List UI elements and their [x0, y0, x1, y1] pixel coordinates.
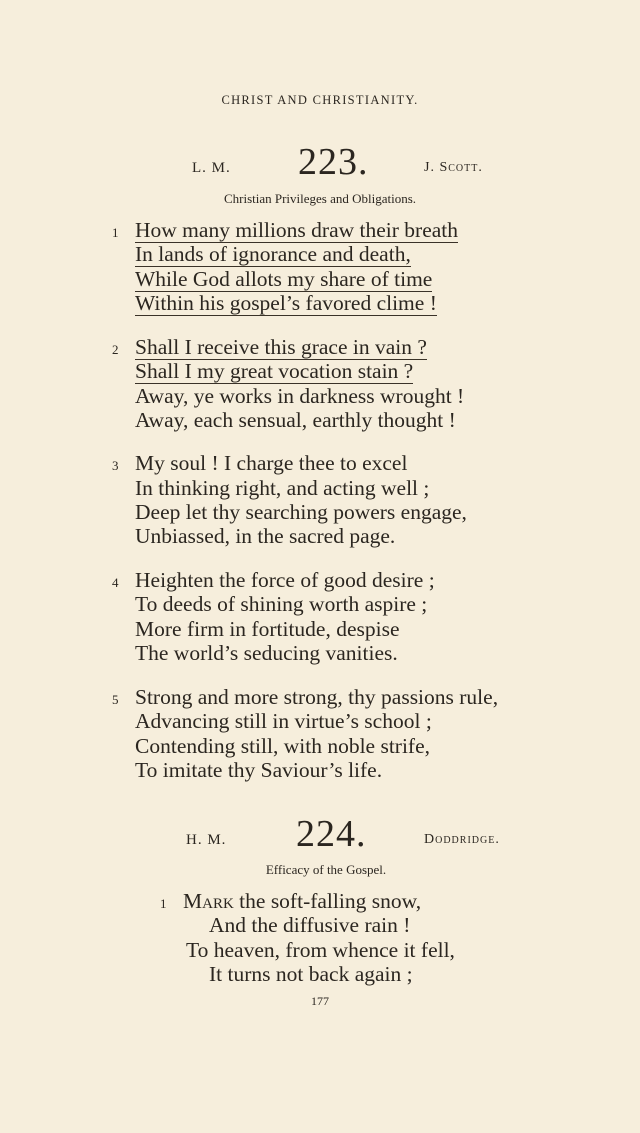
verse-line: Strong and more strong, thy passions rule,: [135, 685, 499, 709]
verse-line: While God allots my share of time: [135, 267, 433, 291]
hymn-224-number: 224.: [296, 813, 367, 855]
hymn-223-subtitle: Christian Privileges and Obligations.: [223, 191, 417, 206]
verse-line: Shall I receive this grace in vain ?: [135, 335, 427, 359]
stanza-number: 1: [112, 225, 119, 240]
verse-line: How many millions draw their breath: [135, 218, 459, 242]
stanza-number: 2: [112, 342, 119, 357]
hymn-223-meter: L. M.: [192, 160, 231, 176]
drop-word: Mark: [183, 889, 234, 913]
verse-line: Within his gospel’s favored clime !: [135, 291, 437, 315]
stanza-number: 4: [112, 575, 119, 590]
verse-line: Mark the soft-falling snow,: [183, 889, 422, 913]
verse-line: Shall I my great vocation stain ?: [135, 359, 414, 383]
verse-line: In lands of ignorance and death,: [135, 242, 411, 266]
hymn-224-author: Doddridge.: [424, 832, 500, 847]
verse-line: In thinking right, and acting well ;: [135, 476, 430, 500]
hymn-224-subtitle: Efficacy of the Gospel.: [265, 862, 387, 877]
hymn-223-author: J. Scott.: [424, 160, 483, 175]
stanza-number: 3: [112, 458, 119, 473]
verse-line: The world’s seducing vanities.: [135, 641, 398, 665]
verse-line: Heighten the force of good desire ;: [135, 568, 435, 592]
verse-line: Advancing still in virtue’s school ;: [135, 709, 432, 733]
stanza-number: 1: [160, 896, 167, 911]
hymn-224-meter: H. M.: [186, 832, 227, 848]
verse-line: Away, each sensual, earthly thought !: [135, 408, 456, 432]
verse-line: To heaven, from whence it fell,: [186, 938, 455, 962]
verse-line: It turns not back again ;: [209, 962, 413, 986]
verse-line: Contending still, with noble strife,: [135, 734, 431, 758]
verse-line: And the diffusive rain !: [209, 913, 411, 937]
page-number: 177: [311, 994, 329, 1008]
verse-line: Deep let thy searching powers engage,: [135, 500, 467, 524]
verse-line: Unbiassed, in the sacred page.: [135, 524, 396, 548]
stanza-number: 5: [112, 692, 119, 707]
verse-line: To imitate thy Saviour’s life.: [135, 758, 383, 782]
verse-line: To deeds of shining worth aspire ;: [135, 592, 428, 616]
running-head: CHRIST AND CHRISTIANITY.: [221, 93, 419, 107]
verse-line: Away, ye works in darkness wrought !: [135, 384, 465, 408]
verse-line: More firm in fortitude, despise: [135, 617, 400, 641]
verse-line: My soul ! I charge thee to excel: [135, 451, 408, 475]
hymn-223-number: 223.: [298, 141, 369, 183]
